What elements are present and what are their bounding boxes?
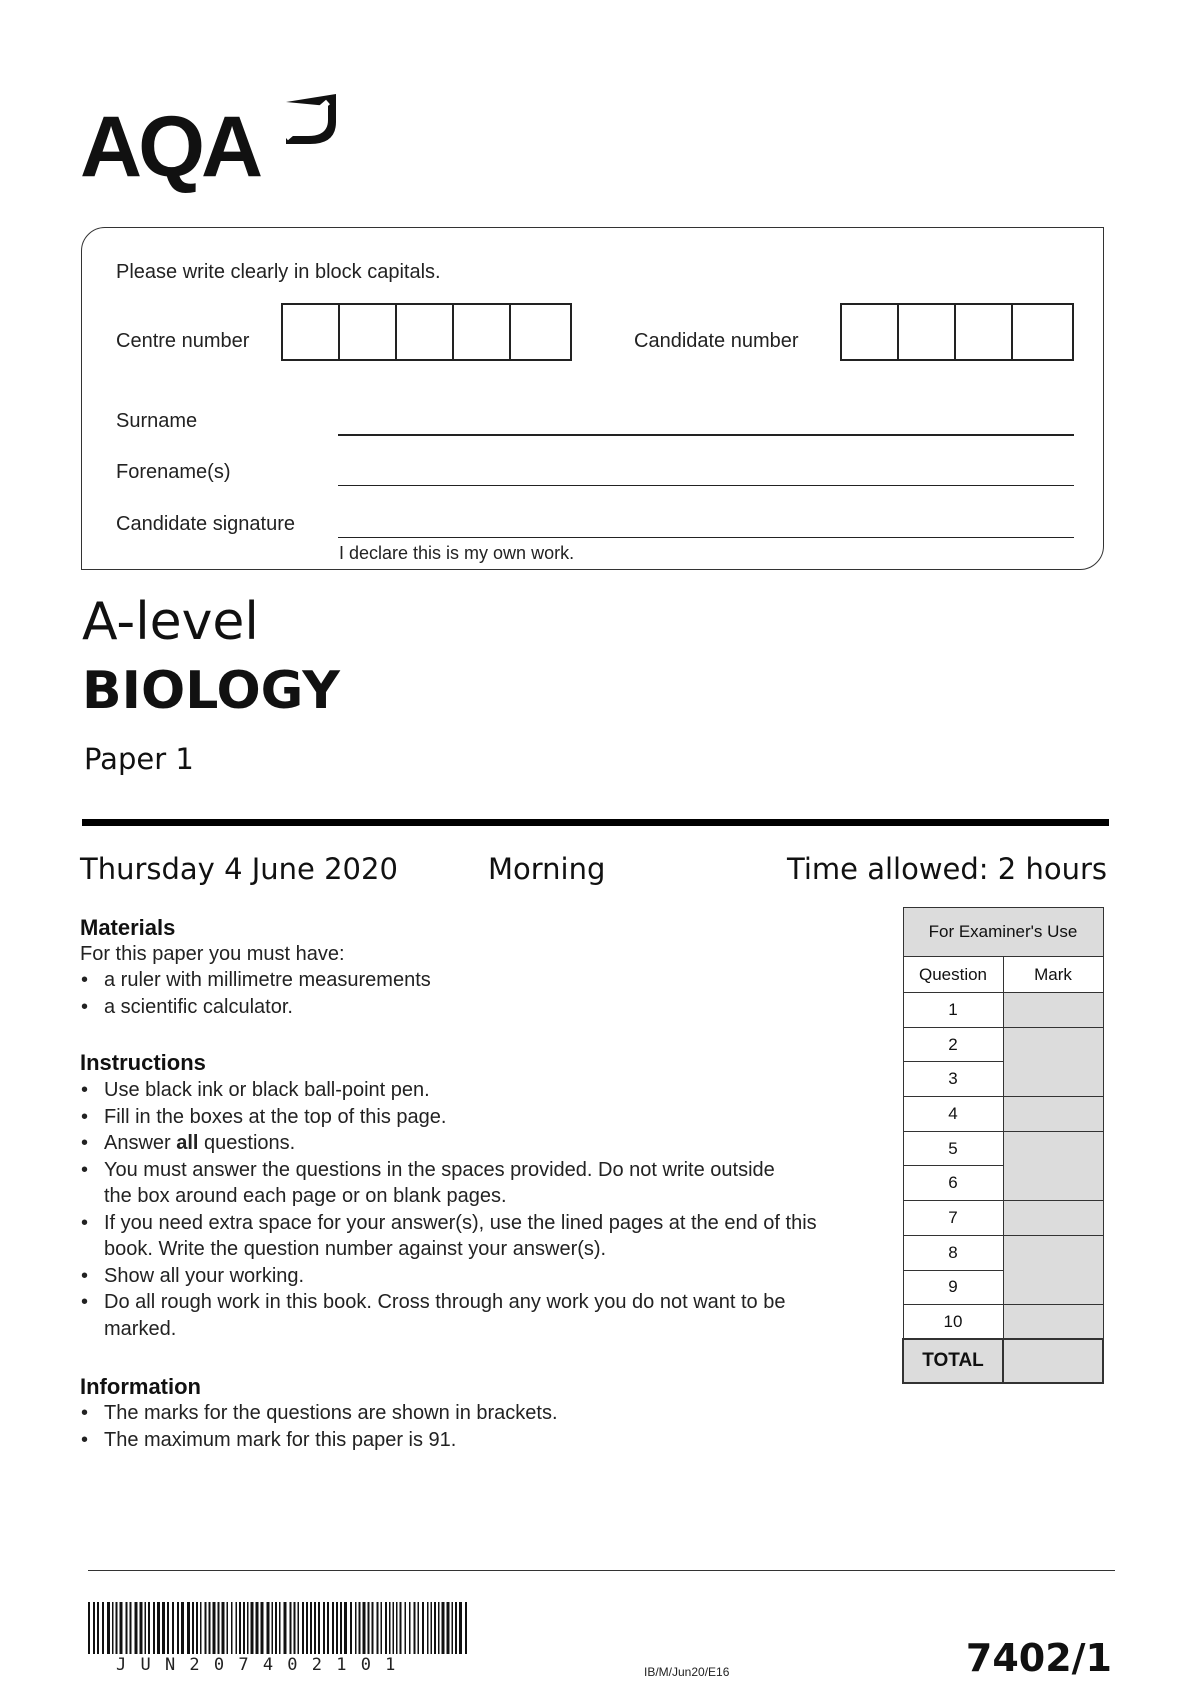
candidate-digit-box[interactable]: [899, 305, 956, 359]
information-list: [80, 1400, 870, 1453]
mark-cell: [1003, 1235, 1103, 1304]
signature-label: Candidate signature: [116, 513, 296, 535]
forenames-field[interactable]: [338, 485, 1074, 486]
centre-number-label: Centre number: [116, 330, 250, 352]
centre-digit-box[interactable]: [283, 305, 340, 359]
mark-cell: [1003, 1201, 1103, 1236]
level-title: A-level: [82, 592, 259, 652]
materials-intro: For this paper you must have:: [80, 943, 345, 965]
candidate-number-boxes[interactable]: [840, 303, 1074, 361]
question-number: 5: [903, 1131, 1003, 1166]
list-item: • If you need extra space for your answer(s), use the lined pages at the end of this book. Write the question number against your answer(s).: [80, 1210, 870, 1263]
instructions-heading: Instructions: [80, 1050, 206, 1075]
mark-cell: [1003, 1027, 1103, 1096]
forenames-label: Forename(s): [116, 461, 231, 483]
list-item: • Use black ink or black ball-point pen.: [80, 1077, 870, 1104]
block-capitals-instruction: Please write clearly in block capitals.: [116, 261, 441, 283]
surname-field[interactable]: [338, 434, 1074, 436]
candidate-number-label: Candidate number: [634, 330, 799, 352]
examiner-table-title: For Examiner's Use: [903, 908, 1103, 957]
surname-label: Surname: [116, 410, 198, 432]
list-item: • Fill in the boxes at the top of this page.: [80, 1104, 870, 1131]
information-heading: Information: [80, 1374, 201, 1399]
mark-cell: [1003, 1097, 1103, 1132]
centre-digit-box[interactable]: [454, 305, 511, 359]
footer-divider: [88, 1570, 1115, 1571]
question-number: 3: [903, 1062, 1003, 1097]
examiner-use-table: [902, 907, 1104, 1384]
signature-field[interactable]: [338, 537, 1074, 538]
list-item: • The maximum mark for this paper is 91.: [80, 1427, 870, 1454]
mark-cell: [1003, 1131, 1103, 1200]
centre-digit-box[interactable]: [340, 305, 397, 359]
total-mark-cell: [1003, 1339, 1103, 1383]
question-number: 8: [903, 1235, 1003, 1270]
logo-leaf-icon: [280, 92, 340, 152]
exam-session: Morning: [488, 852, 606, 886]
declaration-text: I declare this is my own work.: [339, 543, 575, 563]
time-allowed: Time allowed: 2 hours: [787, 852, 1107, 886]
exam-date: Thursday 4 June 2020: [80, 852, 398, 886]
question-number: 4: [903, 1097, 1003, 1132]
reference-code: IB/M/Jun20/E16: [644, 1665, 730, 1679]
barcode-text: J U N 2 0 7 4 0 2 1 0 1: [116, 1655, 398, 1675]
question-number: 1: [903, 993, 1003, 1028]
question-number: 2: [903, 1027, 1003, 1062]
total-label: TOTAL: [903, 1339, 1003, 1383]
logo-text: AQA: [80, 99, 260, 195]
aqa-logo: [80, 88, 350, 195]
list-item: • The marks for the questions are shown in brackets.: [80, 1400, 870, 1427]
mark-cell: [1003, 993, 1103, 1028]
list-item: • a scientific calculator.: [80, 994, 880, 1021]
instructions-list: [80, 1077, 870, 1342]
materials-heading: Materials: [80, 915, 176, 940]
paper-title: Paper 1: [84, 742, 194, 776]
centre-digit-box[interactable]: [397, 305, 454, 359]
instructions-section: [80, 1050, 870, 1342]
centre-number-boxes[interactable]: [281, 303, 572, 361]
subject-title: BIOLOGY: [82, 661, 340, 721]
question-number: 10: [903, 1305, 1003, 1340]
title-divider: [82, 819, 1109, 826]
question-number: 9: [903, 1270, 1003, 1305]
list-item: • Show all your working.: [80, 1263, 870, 1290]
question-column-header: Question: [903, 957, 1003, 993]
mark-cell: [1003, 1305, 1103, 1340]
mark-column-header: Mark: [1003, 957, 1103, 993]
question-number: 7: [903, 1201, 1003, 1236]
materials-list: [80, 967, 880, 1020]
materials-section: [80, 915, 880, 1020]
list-item: • Answer all questions.: [80, 1130, 870, 1157]
list-item: • Do all rough work in this book. Cross through any work you do not want to be marked.: [80, 1289, 870, 1342]
candidate-digit-box[interactable]: [842, 305, 899, 359]
candidate-digit-box[interactable]: [956, 305, 1013, 359]
paper-code: 7402/1: [965, 1636, 1112, 1680]
question-number: 6: [903, 1166, 1003, 1201]
information-section: [80, 1374, 870, 1453]
candidate-digit-box[interactable]: [1013, 305, 1070, 359]
list-item: • a ruler with millimetre measurements: [80, 967, 880, 994]
list-item: • You must answer the questions in the spaces provided. Do not write outside the box around each page or on blank pages.: [80, 1157, 870, 1210]
centre-digit-box[interactable]: [511, 305, 568, 359]
barcode-icon: [88, 1602, 472, 1654]
